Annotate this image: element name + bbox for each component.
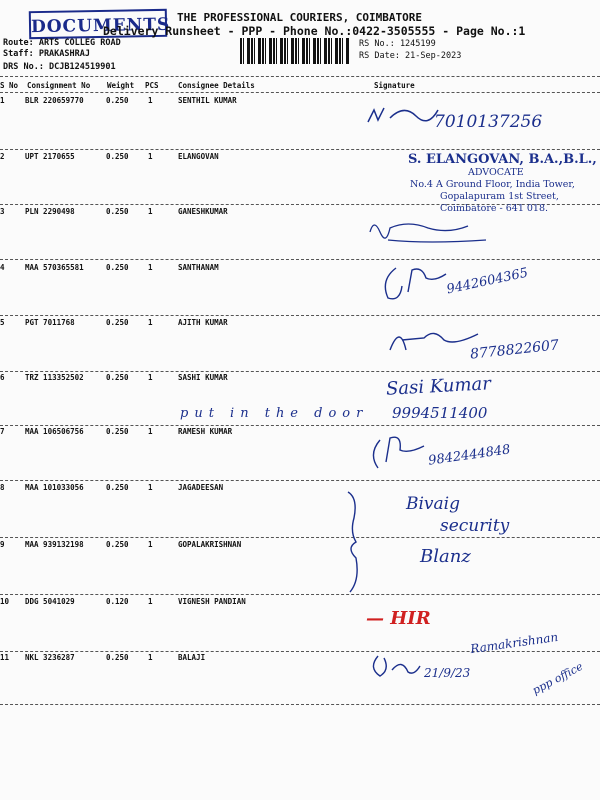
barcode	[240, 38, 350, 64]
row-weight: 0.250	[106, 263, 129, 272]
row-pcs: 1	[148, 96, 153, 105]
col-consignment: Consignment No	[27, 81, 91, 90]
row-sno: 9	[0, 540, 5, 549]
row-consignee: VIGNESH PANDIAN	[178, 597, 246, 606]
row-weight: 0.250	[106, 483, 129, 492]
handwritten-phone-7: 9842444848	[427, 442, 512, 469]
handwritten-phone-5: 8778822607	[469, 337, 560, 363]
row-consignment: UPT 2170655	[25, 152, 75, 161]
red-mark: — HIR	[366, 608, 431, 629]
handwritten-phone-1: 7010137256	[434, 112, 543, 132]
col-signature: Signature	[374, 81, 415, 90]
row-pcs: 1	[148, 540, 153, 549]
row-divider	[0, 315, 600, 316]
handwritten-name-6: Sasi Kumar	[385, 373, 492, 400]
row-divider	[0, 594, 600, 595]
row-pcs: 1	[148, 483, 153, 492]
row-consignee: SENTHIL KUMAR	[178, 96, 237, 105]
row-divider	[0, 480, 600, 481]
row-pcs: 1	[148, 263, 153, 272]
row-divider	[0, 651, 600, 652]
row-consignee: RAMESH KUMAR	[178, 427, 233, 436]
row-consignee: SASHI KUMAR	[178, 373, 228, 382]
row-sno: 8	[0, 483, 5, 492]
row-weight: 0.250	[106, 427, 129, 436]
row-pcs: 1	[148, 318, 153, 327]
row-consignment: MAA 570365581	[25, 263, 84, 272]
row-consignment: MAA 106506756	[25, 427, 84, 436]
row-sno: 10	[0, 597, 10, 606]
row-sno: 4	[0, 263, 5, 272]
bracket-mark	[342, 488, 372, 598]
seal-name: S. ELANGOVAN, B.A.,B.L.,	[408, 152, 597, 167]
row-weight: 0.250	[106, 207, 129, 216]
row-consignment: MAA 101033056	[25, 483, 84, 492]
row-sno: 2	[0, 152, 5, 161]
row-sno: 5	[0, 318, 5, 327]
row-consignee: SANTHANAM	[178, 263, 219, 272]
rs-date: RS Date: 21-Sep-2023	[359, 51, 462, 61]
divider	[0, 92, 600, 93]
row-consignee: GOPALAKRISHNAN	[178, 540, 242, 549]
row-consignee: BALAJI	[178, 653, 206, 662]
row-sno: 3	[0, 207, 5, 216]
col-weight: Weight	[107, 81, 135, 90]
row-weight: 0.250	[106, 318, 129, 327]
seal-line2: Gopalapuram 1st Street,	[440, 191, 559, 202]
row-consignment: DDG 5041029	[25, 597, 75, 606]
row-weight: 0.250	[106, 96, 129, 105]
advocate-seal	[408, 152, 598, 215]
row-sno: 11	[0, 653, 10, 662]
row-sno: 7	[0, 427, 5, 436]
row-consignment: PGT 7011768	[25, 318, 75, 327]
company-title: THE PROFESSIONAL COURIERS, COIMBATORE	[177, 11, 423, 24]
row-weight: 0.250	[106, 152, 129, 161]
row-consignee: GANESHKUMAR	[178, 207, 228, 216]
row-pcs: 1	[148, 597, 153, 606]
seal-title: ADVOCATE	[468, 167, 524, 178]
row-divider	[0, 704, 600, 705]
divider	[0, 76, 600, 77]
row-pcs: 1	[148, 152, 153, 161]
handwritten-text-8c: Blanz	[420, 546, 471, 567]
handwritten-note-11: ppp office	[530, 659, 586, 698]
row-weight: 0.250	[106, 373, 129, 382]
signature-3	[368, 216, 518, 248]
signature-4	[378, 262, 448, 308]
row-divider	[0, 259, 600, 260]
row-consignee: ELANGOVAN	[178, 152, 219, 161]
row-sno: 6	[0, 373, 5, 382]
row-weight: 0.250	[106, 653, 129, 662]
handwritten-name-11: Ramakrishnan	[469, 629, 559, 657]
handwritten-phone-4: 9442604365	[445, 265, 530, 298]
row-consignee: JAGADEESAN	[178, 483, 224, 492]
row-pcs: 1	[148, 373, 153, 382]
row-pcs: 1	[148, 427, 153, 436]
col-consignee: Consignee Details	[178, 81, 255, 90]
handwritten-text-8b: security	[440, 516, 510, 536]
drs-number: DRS No.: DCJB124519901	[3, 62, 116, 72]
row-divider	[0, 371, 600, 372]
row-consignment: NKL 3236287	[25, 653, 75, 662]
col-pcs: PCS	[145, 81, 159, 90]
row-weight: 0.250	[106, 540, 129, 549]
row-divider	[0, 537, 600, 538]
row-pcs: 1	[148, 207, 153, 216]
row-consignment: TRZ 113352502	[25, 373, 84, 382]
row-sno: 1	[0, 96, 5, 105]
seal-line3: Coimbatore - 641 018.	[440, 203, 549, 214]
signature-11	[368, 650, 422, 684]
handwritten-note: put in the door	[180, 406, 369, 421]
staff-label: Staff: PRAKASHRAJ	[3, 49, 90, 59]
row-consignment: MAA 939132198	[25, 540, 84, 549]
handwritten-date-11: 21/9/23	[424, 666, 471, 680]
row-pcs: 1	[148, 653, 153, 662]
route-label: Route: ARTS COLLEG ROAD	[3, 38, 121, 48]
handwritten-phone-6: 9994511400	[392, 404, 488, 422]
row-consignee: AJITH KUMAR	[178, 318, 228, 327]
seal-line1: No.4 A Ground Floor, India Tower,	[410, 179, 575, 190]
signature-7	[368, 432, 428, 474]
row-consignment: BLR 220659770	[25, 96, 84, 105]
row-weight: 0.120	[106, 597, 129, 606]
col-sno: S No	[0, 81, 19, 90]
runsheet-title: Delivery Runsheet - PPP - Phone No.:0422-3505555 - Page No.:1	[103, 24, 526, 38]
row-divider	[0, 425, 600, 426]
row-consignment: PLN 2290498	[25, 207, 75, 216]
rs-number: RS No.: 1245199	[359, 39, 436, 49]
row-divider	[0, 149, 600, 150]
documents-stamp: DOCUMENTS	[29, 9, 167, 39]
handwritten-text-8a: Bivaig	[406, 494, 460, 514]
